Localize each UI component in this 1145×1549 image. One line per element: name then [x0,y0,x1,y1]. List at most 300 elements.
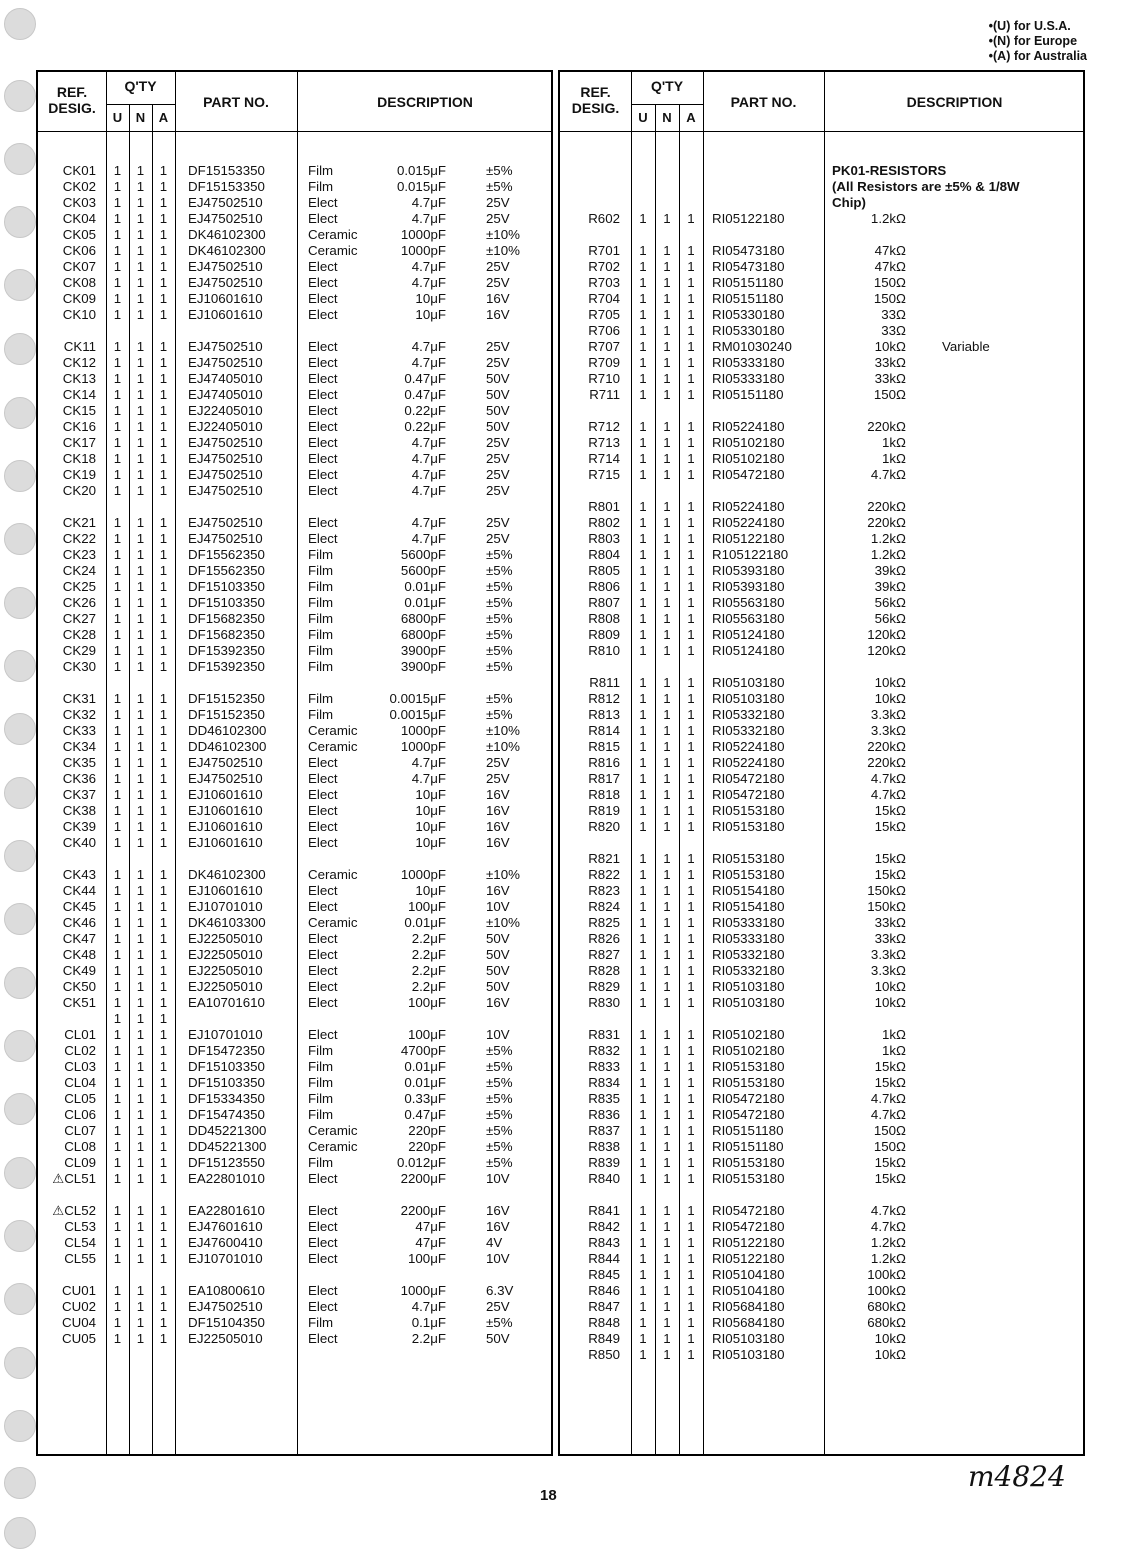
qty-n: 1 [663,1251,671,1266]
qty-n: 1 [663,371,671,386]
qty-a: 1 [687,467,695,482]
ref-desig: R805 [588,563,620,578]
resistance-value: 39kΩ [874,563,906,578]
component-value: 4.7μF [411,531,446,546]
component-value: 47μF [415,1219,446,1234]
resistance-value: 10kΩ [874,1347,906,1362]
component-value: 0.01μF [404,1075,446,1090]
qty-u: 1 [639,451,647,466]
table-row [38,1251,551,1267]
component-type: Elect [308,947,338,962]
qty-n: 1 [663,755,671,770]
resistance-value: 150Ω [873,291,906,306]
qty-a: 1 [687,1091,695,1106]
resistance-value: 1.2kΩ [870,1235,906,1250]
qty-u: 1 [113,915,122,930]
qty-u: 1 [113,771,122,786]
qty-n: 1 [136,579,145,594]
component-type: Elect [308,435,338,450]
component-type: Film [308,1107,334,1122]
part-number: RI05102180 [712,435,785,450]
table-row [38,435,551,451]
qty-a: 1 [159,627,168,642]
qty-u: 1 [639,547,647,562]
qty-u: 1 [113,355,122,370]
ref-desig: R706 [588,323,620,338]
part-number: EJ10601610 [188,803,263,818]
component-type: Film [308,707,334,722]
qty-a: 1 [687,579,695,594]
qty-a: 1 [687,771,695,786]
qty-a: 1 [687,947,695,962]
qty-n: 1 [136,355,145,370]
qty-n: 1 [663,947,671,962]
qty-a: 1 [687,723,695,738]
part-number: RI05122180 [712,1251,785,1266]
component-rating: ±5% [486,691,513,706]
qty-a: 1 [159,1043,168,1058]
resistance-value: 15kΩ [874,1075,906,1090]
table-row [560,387,1083,403]
qty-n: 1 [663,1315,671,1330]
qty-a: 1 [687,355,695,370]
qty-u: 1 [113,1043,122,1058]
qty-a: 1 [687,547,695,562]
qty-n: 1 [136,291,145,306]
qty-u: 1 [639,627,647,642]
component-rating: ±5% [486,547,513,562]
table-row [38,227,551,243]
qty-u: 1 [639,515,647,530]
component-rating: 16V [486,995,510,1010]
part-number: RI05473180 [712,243,785,258]
table-row [560,1299,1083,1315]
table-row [560,867,1083,883]
component-rating: 16V [486,803,510,818]
table-row [560,579,1083,595]
ref-desig: R715 [588,467,620,482]
component-value: 4.7μF [411,755,446,770]
part-number: EJ10601610 [188,835,263,850]
table-row [560,1107,1083,1123]
qty-u-header: U [112,110,123,125]
table-row [38,947,551,963]
qty-a: 1 [687,1107,695,1122]
qty-u: 1 [113,179,122,194]
ref-desig: R831 [588,1027,620,1042]
resistance-value: 150kΩ [867,899,906,914]
ref-desig: R712 [588,419,620,434]
component-value: 2200μF [400,1203,446,1218]
qty-a: 1 [687,643,695,658]
table-row [38,387,551,403]
table-row [38,1155,551,1171]
component-rating: ±5% [486,1107,513,1122]
component-rating: 25V [486,483,510,498]
binder-hole [4,80,36,112]
qty-n: 1 [663,243,671,258]
section-note: (All Resistors are ±5% & 1/8W [832,179,1020,194]
binder-hole [4,206,36,238]
part-number: DF15472350 [188,1043,265,1058]
qty-a: 1 [159,227,168,242]
qty-a: 1 [687,899,695,914]
ref-desig: CK28 [62,627,96,642]
qty-a: 1 [687,243,695,258]
component-value: 0.22μF [404,403,446,418]
ref-desig: R707 [588,339,620,354]
qty-a: 1 [159,451,168,466]
table-row [38,339,551,355]
qty-a: 1 [687,1267,695,1282]
table-row [560,371,1083,387]
component-type: Elect [308,1331,338,1346]
resistance-value: 3.3kΩ [870,963,906,978]
component-rating: ±10% [486,723,520,738]
component-rating: 25V [486,531,510,546]
qty-n: 1 [663,291,671,306]
table-row [38,1283,551,1299]
part-number: RI05333180 [712,931,785,946]
component-value: 2.2μF [411,947,446,962]
handwritten-note: m4824 [968,1460,1066,1493]
qty-a: 1 [159,1251,168,1266]
ref-desig: R846 [588,1283,620,1298]
resistance-value: 1.2kΩ [870,547,906,562]
ref-desig: CL08 [64,1139,96,1154]
component-type: Elect [308,371,338,386]
qty-n: 1 [136,1331,145,1346]
part-number: RI05153180 [712,851,785,866]
table-row [560,771,1083,787]
ref-desig: R818 [588,787,620,802]
ref-desig: CK13 [62,371,96,386]
component-type: Film [308,595,334,610]
part-number: EJ22405010 [188,403,263,418]
table-row [560,515,1083,531]
table-row [560,787,1083,803]
section-note-cont: Chip) [832,195,866,210]
component-rating: 50V [486,931,510,946]
component-rating: 50V [486,979,510,994]
part-number: DK46102300 [188,243,266,258]
component-type: Film [308,179,334,194]
ref-desig: R825 [588,915,620,930]
qty-n: 1 [136,1059,145,1074]
ref-desig: CK26 [62,595,96,610]
qty-n: 1 [136,803,145,818]
part-no-header: PART NO. [730,94,797,110]
qty-a: 1 [687,1155,695,1170]
legend-australia: •(A) for Australia [988,49,1087,63]
qty-n: 1 [136,1219,145,1234]
part-number: EJ47502510 [188,1299,263,1314]
qty-n: 1 [136,195,145,210]
part-number: RI05393180 [712,563,785,578]
table-row [560,979,1083,995]
resistance-value: 15kΩ [874,1155,906,1170]
qty-n: 1 [136,339,145,354]
binder-hole [4,1517,36,1549]
ref-desig: CK12 [62,355,96,370]
qty-n: 1 [663,627,671,642]
table-row [38,243,551,259]
table-row [560,275,1083,291]
component-rating: ±10% [486,227,520,242]
qty-n: 1 [663,707,671,722]
qty-a: 1 [159,979,168,994]
component-type: Elect [308,515,338,530]
table-row [560,707,1083,723]
part-number: EJ47502510 [188,515,263,530]
qty-a: 1 [687,803,695,818]
component-type: Film [308,627,334,642]
qty-a: 1 [159,291,168,306]
qty-n: 1 [136,307,145,322]
qty-u: 1 [113,419,122,434]
component-type: Elect [308,899,338,914]
table-row [38,835,551,851]
component-value: 0.33μF [404,1091,446,1106]
component-rating: 16V [486,883,510,898]
component-type: Elect [308,963,338,978]
table-row [560,643,1083,659]
qty-u: 1 [113,1315,122,1330]
component-type: Elect [308,259,338,274]
table-row [560,803,1083,819]
ref-desig: R843 [588,1235,620,1250]
qty-u: 1 [639,563,647,578]
ref-desig: R847 [588,1299,620,1314]
part-number: DF15474350 [188,1107,265,1122]
ref-desig: R808 [588,611,620,626]
component-rating: ±5% [486,595,513,610]
qty-a: 1 [687,819,695,834]
qty-n: 1 [663,547,671,562]
qty-u: 1 [639,1267,647,1282]
table-row [560,1283,1083,1299]
binder-hole [4,143,36,175]
part-number: EJ10601610 [188,291,263,306]
table-row [38,1043,551,1059]
qty-u: 1 [639,355,647,370]
table-row [560,1171,1083,1187]
part-number: RI05124180 [712,643,785,658]
qty-a: 1 [687,995,695,1010]
qty-u: 1 [113,931,122,946]
qty-u: 1 [639,1091,647,1106]
component-rating: ±5% [486,1123,513,1138]
qty-a: 1 [687,1203,695,1218]
qty-a: 1 [687,419,695,434]
qty-n: 1 [136,483,145,498]
qty-u: 1 [113,1219,122,1234]
component-rating: ±10% [486,867,520,882]
table-row [38,595,551,611]
resistance-value: 4.7kΩ [870,771,906,786]
part-number: RM01030240 [712,339,792,354]
resistance-value: 120kΩ [867,627,906,642]
qty-u: 1 [639,1107,647,1122]
resistance-value: 150Ω [873,1139,906,1154]
qty-u: 1 [639,723,647,738]
ref-desig: R849 [588,1331,620,1346]
qty-a: 1 [159,547,168,562]
table-row [560,1251,1083,1267]
qty-a-header: A [686,110,696,125]
table-row [38,771,551,787]
qty-u: 1 [113,275,122,290]
qty-n: 1 [136,1299,145,1314]
component-rating: ±5% [486,1091,513,1106]
qty-a: 1 [159,595,168,610]
qty-n: 1 [136,963,145,978]
qty-a: 1 [159,563,168,578]
qty-a: 1 [159,771,168,786]
qty-u: 1 [639,643,647,658]
qty-a: 1 [687,883,695,898]
qty-u: 1 [113,1235,122,1250]
qty-u: 1 [113,515,122,530]
component-rating: 6.3V [486,1283,514,1298]
qty-n: 1 [663,323,671,338]
table-row [38,563,551,579]
qty-n: 1 [663,419,671,434]
table-row [560,435,1083,451]
ref-desig: R803 [588,531,620,546]
qty-u: 1 [113,1107,122,1122]
resistance-value: 1kΩ [882,1027,906,1042]
qty-n: 1 [136,1107,145,1122]
qty-u: 1 [113,883,122,898]
ref-desig: CK30 [62,659,96,674]
component-rating: 50V [486,371,510,386]
component-rating: 10V [486,1171,510,1186]
component-type: Elect [308,1203,338,1218]
component-value: 4700pF [400,1043,446,1058]
resistance-value: 3.3kΩ [870,707,906,722]
qty-u: 1 [113,611,122,626]
qty-a: 1 [687,1331,695,1346]
ref-desig: R835 [588,1091,620,1106]
qty-a: 1 [687,563,695,578]
ref-desig: R837 [588,1123,620,1138]
qty-u: 1 [639,979,647,994]
table-row [38,403,551,419]
component-type: Elect [308,819,338,834]
page-number: 18 [540,1487,557,1504]
qty-a: 1 [159,915,168,930]
component-value: 1000pF [400,739,446,754]
component-type: Film [308,1059,334,1074]
qty-n: 1 [663,771,671,786]
ref-desig: CK20 [62,483,96,498]
part-number: RI05154180 [712,883,785,898]
ref-desig: R826 [588,931,620,946]
table-row [560,915,1083,931]
component-type: Film [308,563,334,578]
table-row [560,947,1083,963]
part-number: EJ47502510 [188,771,263,786]
resistance-value: 33Ω [881,323,906,338]
description-note: Variable [942,339,990,354]
qty-n: 1 [136,819,145,834]
qty-a: 1 [159,339,168,354]
table-row [560,211,1083,227]
qty-a: 1 [687,963,695,978]
qty-n: 1 [136,531,145,546]
part-number: EA10800610 [188,1283,265,1298]
component-value: 100μF [408,995,446,1010]
qty-n: 1 [136,1043,145,1058]
qty-u: 1 [639,1139,647,1154]
part-number: RI05153180 [712,1075,785,1090]
table-row [560,307,1083,323]
qty-a: 1 [159,1219,168,1234]
qty-u: 1 [639,819,647,834]
component-type: Film [308,691,334,706]
qty-n: 1 [136,163,145,178]
component-type: Elect [308,1171,338,1186]
qty-a: 1 [687,531,695,546]
qty-a: 1 [687,1315,695,1330]
part-number: R105122180 [712,547,789,562]
component-type: Elect [308,931,338,946]
component-value: 6800pF [400,627,446,642]
qty-a: 1 [159,1011,168,1026]
part-number: EJ22505010 [188,931,263,946]
table-row [560,1235,1083,1251]
table-row [560,1219,1083,1235]
qty-n: 1 [136,739,145,754]
ref-desig: CK48 [62,947,96,962]
component-rating: 25V [486,435,510,450]
qty-a: 1 [687,1283,695,1298]
binder-hole [4,1283,36,1315]
qty-n: 1 [663,787,671,802]
resistance-value: 10kΩ [874,995,906,1010]
description-header: DESCRIPTION [906,94,1003,110]
ref-desig: R813 [588,707,620,722]
qty-u: 1 [113,1331,122,1346]
qty-u: 1 [639,963,647,978]
ref-desig: R801 [588,499,620,514]
part-number: RI05393180 [712,579,785,594]
qty-n: 1 [663,723,671,738]
qty-n: 1 [663,1235,671,1250]
qty-n: 1 [663,1107,671,1122]
qty-a: 1 [159,259,168,274]
component-rating: 50V [486,947,510,962]
qty-n: 1 [136,211,145,226]
ref-desig: CK50 [62,979,96,994]
component-rating: ±5% [486,1059,513,1074]
component-type: Ceramic [308,243,358,258]
qty-a: 1 [159,787,168,802]
qty-u: 1 [639,1059,647,1074]
qty-u: 1 [639,915,647,930]
binder-hole [4,1030,36,1062]
qty-a: 1 [687,595,695,610]
table-row [38,291,551,307]
ref-desig: R833 [588,1059,620,1074]
component-type: Elect [308,1299,338,1314]
component-value: 0.01μF [404,579,446,594]
qty-u: 1 [113,979,122,994]
qty-n: 1 [663,1043,671,1058]
part-number: EJ47502510 [188,435,263,450]
ref-desig: CK39 [62,819,96,834]
